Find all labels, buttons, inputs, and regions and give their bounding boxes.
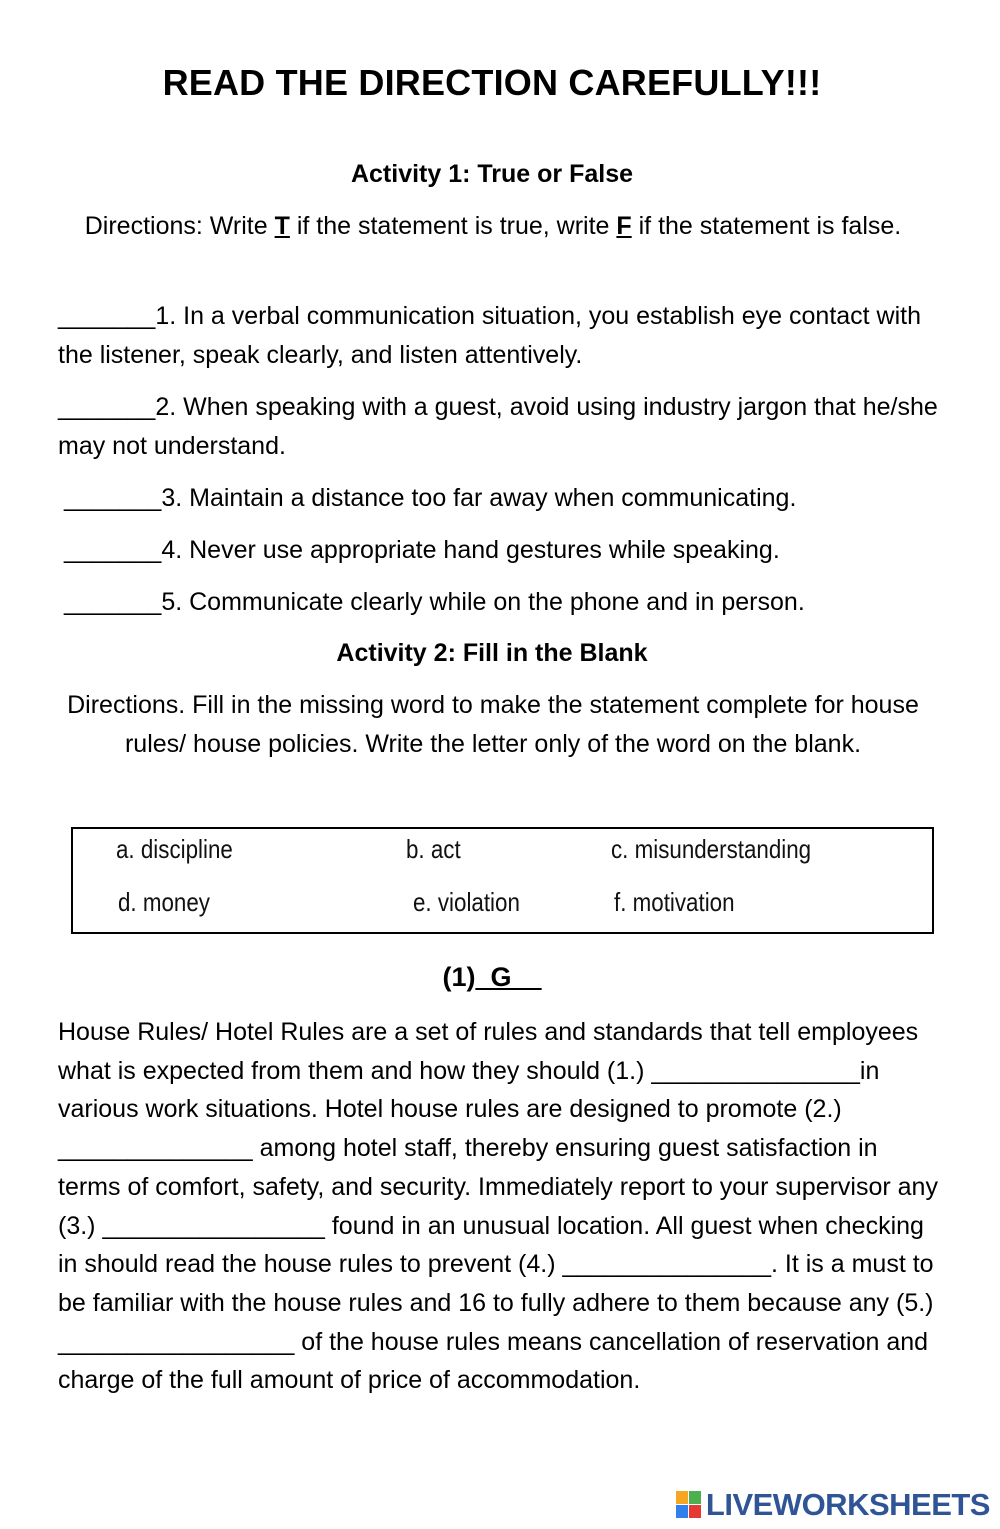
- statement-1: _______1. In a verbal communication situation, you establish eye contact with the listener, speak clearly, and listen attentively.: [58, 302, 922, 369]
- statement-2: _______2. When speaking with a guest, avoid using industry jargon that he/she may not understand.: [58, 393, 938, 460]
- word-bank: [71, 827, 934, 934]
- activity2-directions: Directions. Fill in the missing word to make the statement complete for house rules/ house policies. Write the letter only of the word on the blank.: [67, 691, 919, 758]
- activity2-heading: Activity 2: Fill in the Blank: [336, 639, 648, 667]
- false-key: F: [616, 212, 632, 240]
- choice-b: b. act: [406, 834, 461, 864]
- choice-f: f. motivation: [614, 887, 735, 917]
- choice-c: c. misunderstanding: [611, 834, 812, 864]
- choice-e: e. violation: [413, 887, 520, 917]
- choice-d: d. money: [118, 887, 210, 917]
- activity1-heading: Activity 1: True or False: [350, 160, 634, 188]
- true-key: T: [274, 212, 290, 240]
- statement-4: _______4. Never use appropriate hand gestures while speaking.: [64, 536, 780, 564]
- answer-value[interactable]: _G__: [475, 962, 542, 992]
- choice-a: a. discipline: [116, 834, 233, 864]
- activity1-directions: Directions: Write T if the statement is true, write F if the statement is false.: [84, 212, 902, 240]
- page-title: READ THE DIRECTION CAREFULLY!!!: [162, 62, 822, 103]
- liveworksheets-logo: [676, 1487, 990, 1523]
- fill-in-paragraph: House Rules/ Hotel Rules are a set of rules and standards that tell employees what is expected from them and how they should (1.) _______________in various work situations. Hotel house rules are designed to promote (2.) ______________ among hotel staff, thereby ensuring guest satisfaction in terms of comfort, safety, and security. Immediately report to your supervisor any (3.) ________________ found in an unusual location. All guest when checking in should read the house rules to prevent (4.) _______________. It is a must to be familiar with the house rules and 16 to fully adhere to them because any (5.) _________________ of the house rules means cancellation of reservation and charge of the full amount of price of accommodation.: [58, 1018, 938, 1395]
- logo-text: LIVEWORKSHEETS: [705, 1487, 990, 1522]
- answer-field[interactable]: (1)_G__: [442, 962, 542, 992]
- logo-icon: [676, 1491, 702, 1519]
- statement-5: _______5. Communicate clearly while on the phone and in person.: [64, 588, 805, 616]
- statement-3: _______3. Maintain a distance too far away when communicating.: [64, 484, 797, 512]
